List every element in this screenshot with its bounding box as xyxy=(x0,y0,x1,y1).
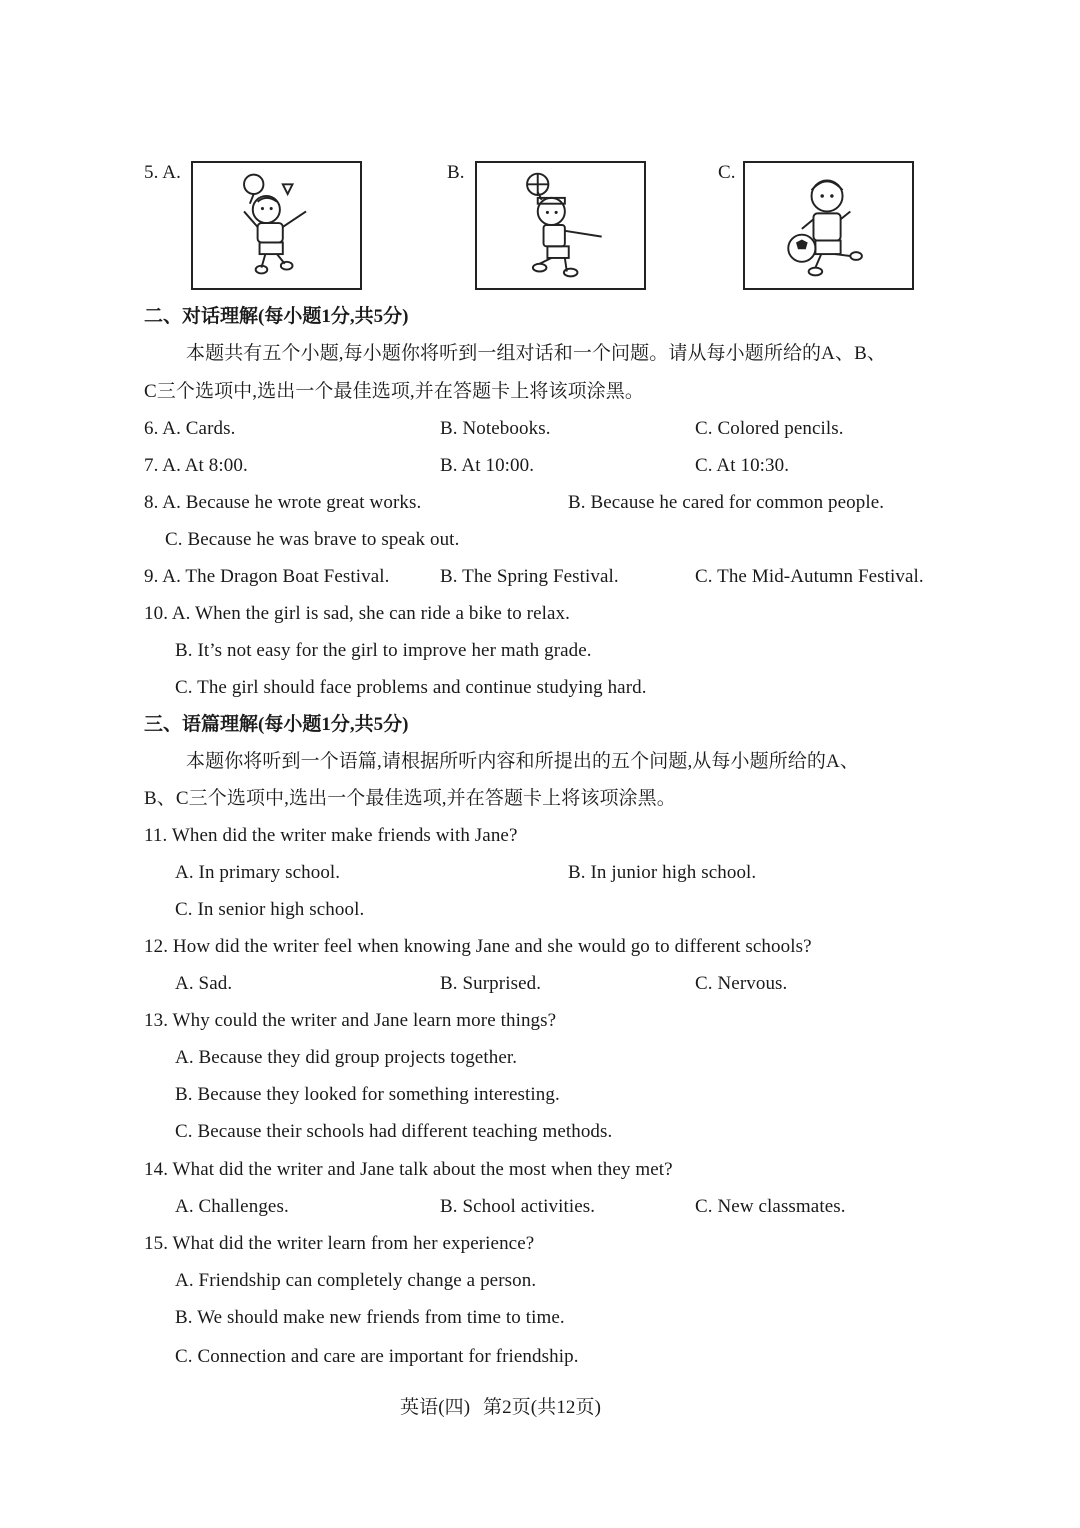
q12-option-c[interactable]: C. Nervous. xyxy=(695,973,788,994)
q6-option-c[interactable]: C. Colored pencils. xyxy=(695,418,844,439)
q8-option-b[interactable]: B. Because he cared for common people. xyxy=(568,492,885,513)
q7-option-a[interactable]: 7. A. At 8:00. xyxy=(144,455,248,476)
q15-option-c[interactable]: C. Connection and care are important for friendship. xyxy=(175,1346,579,1367)
q5-label-a: 5. A. xyxy=(144,162,181,183)
q10-option-a[interactable]: 10. A. When the girl is sad, she can ride a bike to relax. xyxy=(144,603,570,624)
section2-instructions-line2: C三个选项中,选出一个最佳选项,并在答题卡上将该项涂黑。 xyxy=(144,381,644,402)
q15-option-a[interactable]: A. Friendship can completely change a person. xyxy=(175,1270,537,1291)
section3-instructions-line1: 本题你将听到一个语篇,请根据所听内容和所提出的五个问题,从每小题所给的A、 xyxy=(186,751,859,772)
section2-instructions-line1: 本题共有五个小题,每小题你将听到一组对话和一个问题。请从每小题所给的A、B、 xyxy=(186,343,886,364)
q13-option-a[interactable]: A. Because they did group projects together. xyxy=(175,1047,518,1068)
q12-option-a[interactable]: A. Sad. xyxy=(175,973,233,994)
q12-option-b[interactable]: B. Surprised. xyxy=(440,973,542,994)
q12-question: 12. How did the writer feel when knowing Jane and she would go to different schools? xyxy=(144,936,812,957)
q10-option-b[interactable]: B. It’s not easy for the girl to improve her math grade. xyxy=(175,640,592,661)
q15-question: 15. What did the writer learn from her experience? xyxy=(144,1233,535,1254)
q5-picture-b[interactable] xyxy=(475,161,646,290)
badminton-player-icon xyxy=(193,163,360,288)
q14-option-b[interactable]: B. School activities. xyxy=(440,1196,596,1217)
q9-option-c[interactable]: C. The Mid-Autumn Festival. xyxy=(695,566,924,587)
q7-option-b[interactable]: B. At 10:00. xyxy=(440,455,535,476)
q13-question: 13. Why could the writer and Jane learn more things? xyxy=(144,1010,557,1031)
q5-picture-c[interactable] xyxy=(743,161,914,290)
section2-title: 二、对话理解(每小题1分,共5分) xyxy=(144,306,409,327)
q14-option-a[interactable]: A. Challenges. xyxy=(175,1196,289,1217)
q8-option-c[interactable]: C. Because he was brave to speak out. xyxy=(165,529,460,550)
q5-picture-a[interactable] xyxy=(191,161,362,290)
q5-label-b: B. xyxy=(447,162,465,183)
basketball-player-icon xyxy=(477,163,644,288)
section3-title: 三、语篇理解(每小题1分,共5分) xyxy=(144,714,409,735)
q8-option-a[interactable]: 8. A. Because he wrote great works. xyxy=(144,492,422,513)
q11-option-a[interactable]: A. In primary school. xyxy=(175,862,341,883)
q14-question: 14. What did the writer and Jane talk about the most when they met? xyxy=(144,1159,673,1180)
q9-option-a[interactable]: 9. A. The Dragon Boat Festival. xyxy=(144,566,390,587)
q11-question: 11. When did the writer make friends with Jane? xyxy=(144,825,518,846)
q11-option-c[interactable]: C. In senior high school. xyxy=(175,899,365,920)
q9-option-b[interactable]: B. The Spring Festival. xyxy=(440,566,619,587)
q7-option-c[interactable]: C. At 10:30. xyxy=(695,455,790,476)
q6-option-a[interactable]: 6. A. Cards. xyxy=(144,418,236,439)
q15-option-b[interactable]: B. We should make new friends from time to time. xyxy=(175,1307,565,1328)
soccer-player-icon xyxy=(745,163,912,288)
q6-option-b[interactable]: B. Notebooks. xyxy=(440,418,551,439)
q13-option-c[interactable]: C. Because their schools had different teaching methods. xyxy=(175,1121,613,1142)
q13-option-b[interactable]: B. Because they looked for something interesting. xyxy=(175,1084,560,1105)
q11-option-b[interactable]: B. In junior high school. xyxy=(568,862,757,883)
q5-label-c: C. xyxy=(718,162,736,183)
section3-instructions-line2: B、C三个选项中,选出一个最佳选项,并在答题卡上将该项涂黑。 xyxy=(144,788,676,809)
q10-option-c[interactable]: C. The girl should face problems and continue studying hard. xyxy=(175,677,647,698)
page-footer: 英语(四) 第2页(共12页) xyxy=(400,1397,602,1418)
q14-option-c[interactable]: C. New classmates. xyxy=(695,1196,846,1217)
